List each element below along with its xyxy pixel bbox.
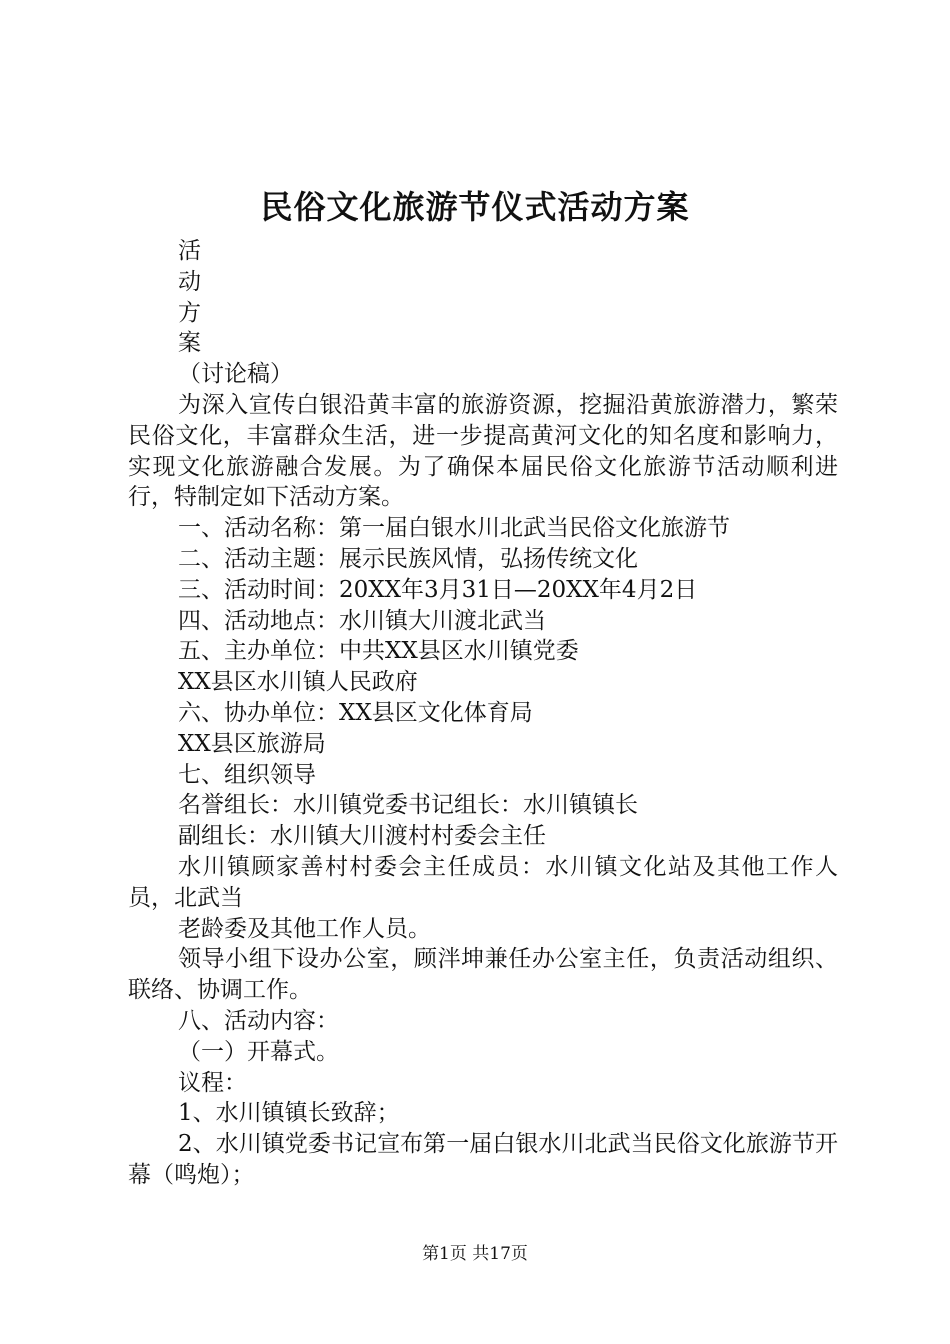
agenda-item-2: 2、水川镇党委书记宣布第一届白银水川北武当民俗文化旅游节开幕（鸣炮）；	[128, 1131, 838, 1188]
opening-ceremony: （一）开幕式。	[178, 1038, 339, 1065]
agenda-item-1: 1、水川镇镇长致辞；	[178, 1100, 400, 1127]
heading-char-1: 活	[178, 238, 201, 264]
deputy-leader: 副组长：水川镇大川渡村村委会主任	[178, 823, 546, 850]
activity-theme: 二、活动主题：展示民族风情，弘扬传统文化	[178, 545, 638, 572]
agenda-label: 议程：	[178, 1069, 247, 1096]
draft-label: （讨论稿）	[178, 361, 293, 388]
co-organizer: 六、协办单位：XX县区文化体育局	[178, 699, 533, 726]
document-title: 民俗文化旅游节仪式活动方案	[260, 188, 690, 226]
co-organizer-tourism: XX县区旅游局	[178, 730, 326, 757]
page-footer: 第1页 共17页	[422, 1244, 528, 1264]
activity-name: 一、活动名称：第一届白银水川北武当民俗文化旅游节	[178, 515, 730, 542]
members-continued: 老龄委及其他工作人员。	[178, 915, 431, 942]
organizer-government: XX县区水川镇人民政府	[178, 669, 418, 696]
office-paragraph: 领导小组下设办公室，顾泮坤兼任办公室主任，负责活动组织、联络、协调工作。	[128, 946, 838, 1004]
members-line: 水川镇顾家善村村委会主任成员：水川镇文化站及其他工作人员，北武当	[128, 853, 838, 911]
intro-paragraph: 为深入宣传白银沿黄丰富的旅游资源，挖掘沿黄旅游潜力，繁荣民俗文化，丰富群众生活，进一步提高黄河文化的知名度和影响力，实现文化旅游融合发展。为了确保本届民俗文化旅游节活动顺利进行，特制定如下活动方案。	[128, 391, 838, 511]
activity-time: 三、活动时间：20XX年3月31日—20XX年4月2日	[178, 576, 698, 603]
leader-roles: 名誉组长：水川镇党委书记组长：水川镇镇长	[178, 792, 638, 819]
organizer: 五、主办单位：中共XX县区水川镇党委	[178, 638, 579, 665]
document-body	[128, 236, 838, 1191]
leadership-heading: 七、组织领导	[178, 761, 316, 788]
content-heading: 八、活动内容：	[178, 1007, 339, 1034]
activity-location: 四、活动地点：水川镇大川渡北武当	[178, 607, 546, 634]
heading-char-4: 案	[178, 330, 201, 357]
heading-char-3: 方	[178, 299, 201, 326]
heading-char-2: 动	[178, 268, 201, 295]
